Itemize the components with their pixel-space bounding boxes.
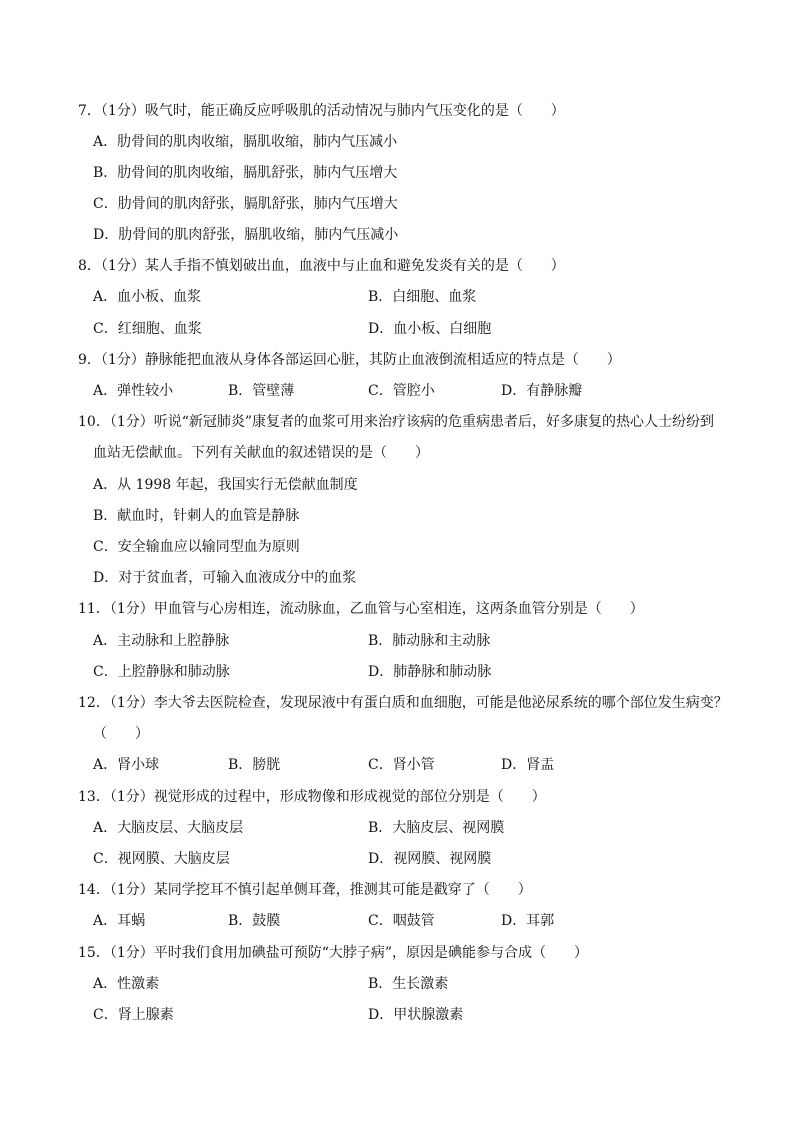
question-11-stem: 11．（1分）甲血管与心房相连，流动脉血，乙血管与心室相连，这两条血管分别是（ ） [78,601,644,617]
question-12-option-a: A．肾小球 [93,757,160,773]
question-8-stem: 8．（1分）某人手指不慎划破出血，血液中与止血和避免发炎有关的是（ ） [78,258,565,274]
question-7-option-a: A．肋骨间的肌肉收缩，膈肌收缩，肺内气压减小 [93,134,398,150]
question-7-option-b: B．肋骨间的肌肉收缩，膈肌舒张，肺内气压增大 [93,165,398,181]
question-9-stem: 9．（1分）静脉能把血液从身体各部运回心脏，其防止血液倒流相适应的特点是（ ） [78,352,621,368]
question-10-option-c: C．安全输血应以输同型血为原则 [93,539,300,555]
question-14-option-d: D．耳郭 [501,913,555,929]
question-10-option-b: B．献血时，针刺人的血管是静脉 [93,508,300,524]
question-15-option-a: A．性激素 [93,976,160,992]
question-13-option-b: B．大脑皮层、视网膜 [368,820,505,836]
question-10-stem: 10．（1分）听说“新冠肺炎”康复者的血浆可用来治疗该病的危重病患者后，好多康复的热心人士纷纷到 [78,414,715,430]
question-10-option-d: D．对于贫血者，可输入血液成分中的血浆 [93,570,357,586]
question-14-option-a: A．耳蜗 [93,913,146,929]
question-12-option-c: C．肾小管 [368,757,435,773]
question-7-option-c: C．肋骨间的肌肉舒张，膈肌舒张，肺内气压增大 [93,196,398,212]
question-10-option-a: A．从 1998 年起，我国实行无偿献血制度 [93,477,358,493]
question-8-option-b: B．白细胞、血浆 [368,289,477,305]
question-11-option-c: C．上腔静脉和肺动脉 [93,664,230,680]
question-9-option-d: D．有静脉瓣 [501,383,583,399]
question-11-option-b: B．肺动脉和主动脉 [368,633,491,649]
question-15-option-c: C．肾上腺素 [93,1007,174,1023]
question-8-option-a: A．血小板、血浆 [93,289,202,305]
question-14-stem: 14．（1分）某同学挖耳不慎引起单侧耳聋，推测其可能是戳穿了（ ） [78,882,532,898]
question-7-stem: 7．（1分）吸气时，能正确反应呼吸肌的活动情况与肺内气压变化的是（ ） [78,103,565,119]
question-12-stem: 12．（1分）李大爷去医院检查，发现尿液中有蛋白质和血细胞，可能是他泌尿系统的哪个部位发生病变？ [78,695,728,711]
question-9-option-c: C．管腔小 [368,383,435,399]
question-14-option-b: B．鼓膜 [228,913,281,929]
question-15-option-b: B．生长激素 [368,976,449,992]
question-8-option-c: C．红细胞、血浆 [93,321,202,337]
question-12-option-d: D．肾盂 [501,757,555,773]
question-8-option-d: D．血小板、白细胞 [368,321,492,337]
question-9-option-a: A．弹性较小 [93,383,174,399]
question-12-stem-continued: （ ） [93,726,149,742]
question-13-option-a: A．大脑皮层、大脑皮层 [93,820,244,836]
question-13-option-d: D．视网膜、视网膜 [368,851,492,867]
question-13-stem: 13．（1分）视觉形成的过程中，形成物像和形成视觉的部位分别是（ ） [78,789,546,805]
question-12-option-b: B．膀胱 [228,757,281,773]
question-11-option-a: A．主动脉和上腔静脉 [93,633,230,649]
question-13-option-c: C．视网膜、大脑皮层 [93,851,230,867]
question-14-option-c: C．咽鼓管 [368,913,435,929]
question-7-option-d: D．肋骨间的肌肉舒张，膈肌收缩，肺内气压减小 [93,227,399,243]
question-9-option-b: B．管壁薄 [228,383,295,399]
question-15-option-d: D．甲状腺激素 [368,1007,464,1023]
question-15-stem: 15．（1分）平时我们食用加碘盐可预防“大脖子病”，原因是碘能参与合成（ ） [78,945,589,961]
question-10-stem-continued: 血站无偿献血。下列有关献血的叙述错误的是（ ） [93,445,429,461]
question-11-option-d: D．肺静脉和肺动脉 [368,664,492,680]
